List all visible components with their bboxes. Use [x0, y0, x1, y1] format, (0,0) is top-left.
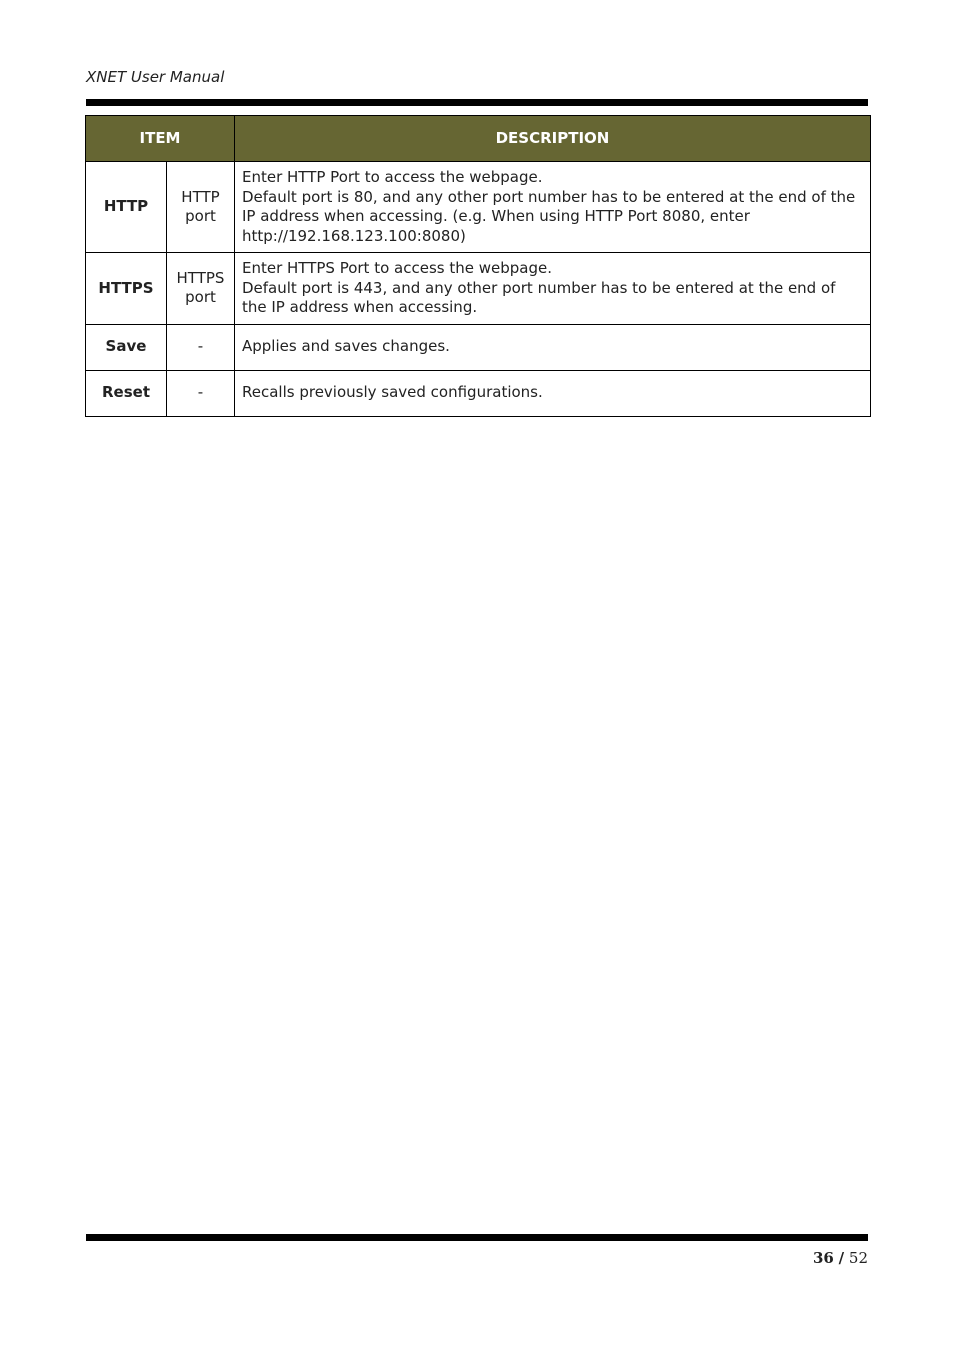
document-title: XNET User Manual: [86, 68, 225, 86]
table-row: [86, 162, 871, 253]
item-description: [235, 370, 871, 416]
page-total: 52: [848, 1249, 868, 1267]
item-name: HTTP: [86, 162, 167, 253]
description-line: Default port is 80, and any other port number has to be entered at the end of the IP address when accessing. (e.g. When using HTTP Port 8080, enter http://192.168.123.100:8080): [242, 187, 856, 245]
column-header-description: DESCRIPTION: [235, 116, 871, 162]
description-line: Enter HTTP Port to access the webpage.: [242, 168, 543, 186]
table-header-row: [86, 116, 871, 162]
description-line: Default port is 443, and any other port number has to be entered at the end of the IP address when accessing.: [242, 278, 836, 316]
item-name: HTTPS: [86, 253, 167, 325]
item-description: [235, 162, 871, 253]
page-current: 36: [812, 1249, 834, 1267]
header-rule: [86, 99, 868, 106]
item-sub: HTTPS port: [167, 253, 235, 325]
page-number: [813, 1249, 868, 1267]
footer-rule: [86, 1234, 868, 1241]
page-separator: /: [838, 1249, 845, 1267]
table-row: [86, 324, 871, 370]
table-row: [86, 370, 871, 416]
description-line: Enter HTTPS Port to access the webpage.: [242, 259, 552, 277]
item-description: [235, 253, 871, 325]
column-header-item: ITEM: [86, 116, 235, 162]
item-name: Reset: [86, 370, 167, 416]
item-sub: -: [167, 370, 235, 416]
spec-table: [85, 115, 871, 417]
table-row: [86, 253, 871, 325]
description-line: Recalls previously saved configurations.: [242, 383, 543, 402]
item-name: Save: [86, 324, 167, 370]
item-sub: HTTP port: [167, 162, 235, 253]
description-line: Applies and saves changes.: [242, 337, 450, 356]
item-description: [235, 324, 871, 370]
item-sub: -: [167, 324, 235, 370]
